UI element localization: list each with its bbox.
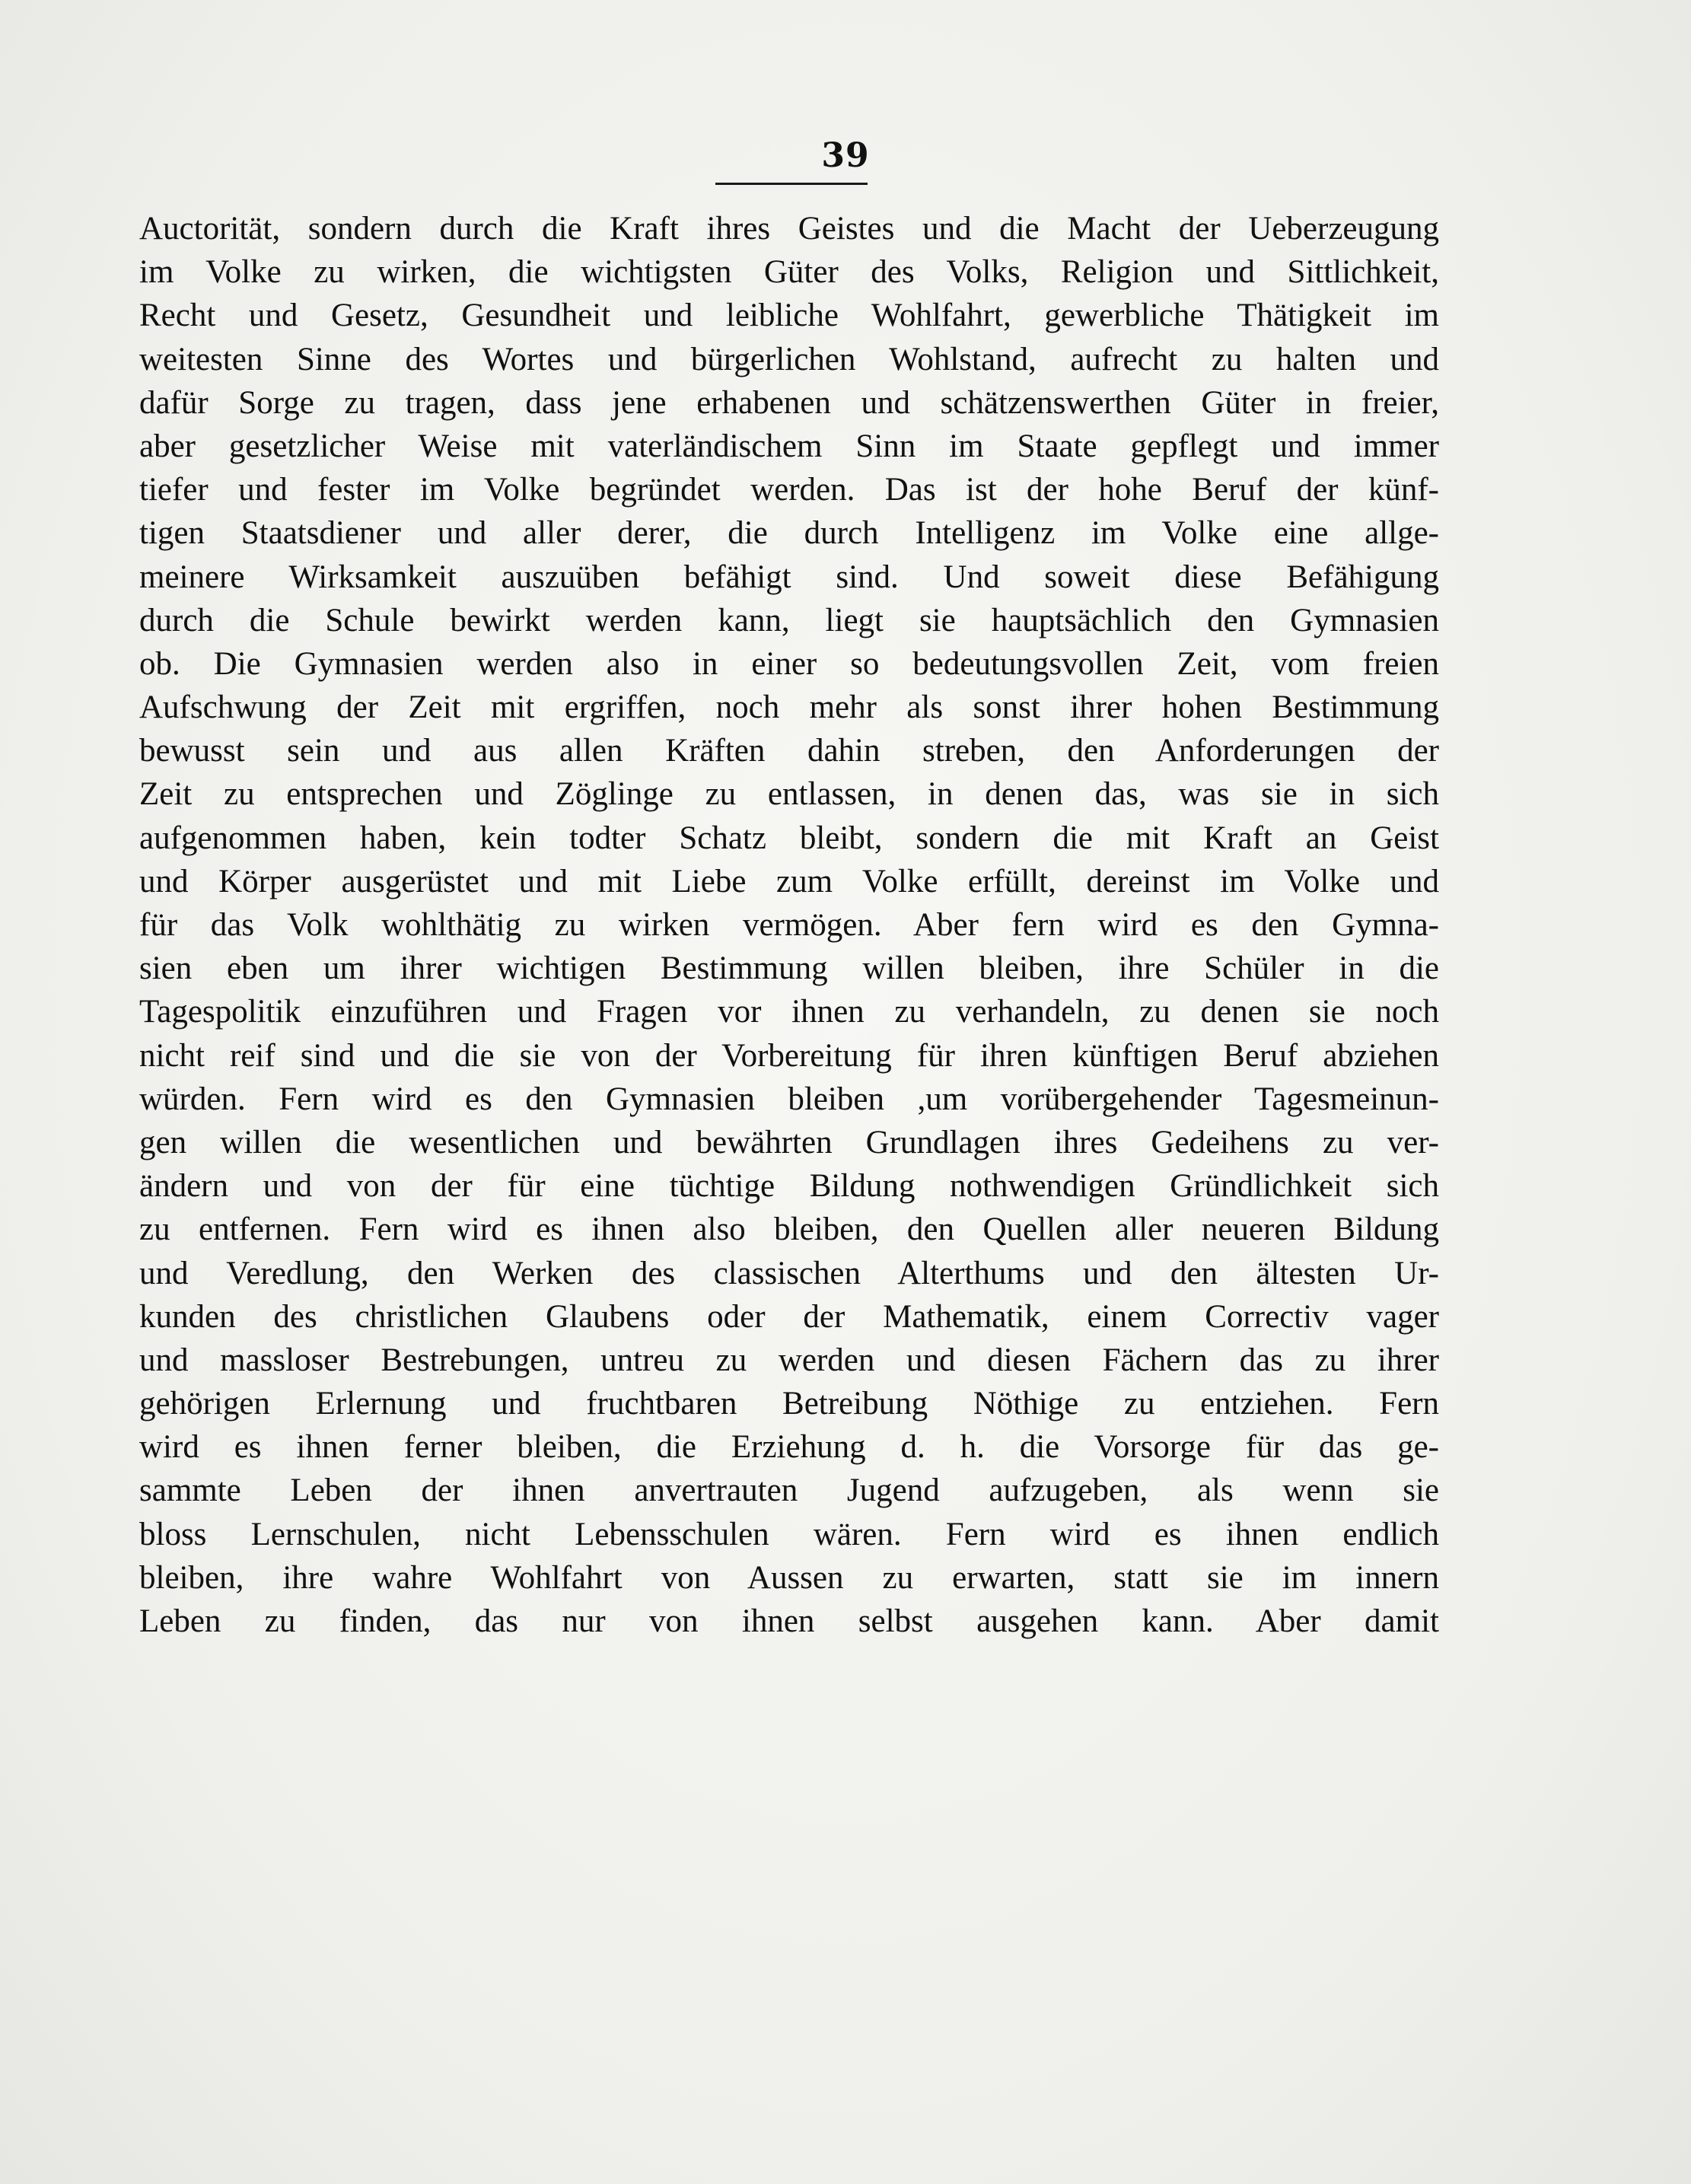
text-line: aufgenommen haben, kein todter Schatz bleibt, sondern die mit Kraft an Geist bbox=[139, 820, 1439, 856]
page-number: 39 bbox=[821, 136, 870, 175]
text-line: Auctorität, sondern durch die Kraft ihres Geistes und die Macht der Ueberzeugung bbox=[139, 211, 1439, 247]
text-line: nicht reif sind und die sie von der Vorbereitung für ihren künftigen Beruf abziehen bbox=[139, 1037, 1439, 1074]
text-line: und Veredlung, den Werken des classischen Alterthums und den ältesten Ur- bbox=[139, 1255, 1439, 1291]
header-rule bbox=[715, 183, 868, 185]
text-line: Tagespolitik einzuführen und Fragen vor ihnen zu verhandeln, zu denen sie noch bbox=[139, 994, 1439, 1030]
text-line: ob. Die Gymnasien werden also in einer so bedeutungsvollen Zeit, vom freien bbox=[139, 645, 1439, 682]
text-line: bloss Lernschulen, nicht Lebensschulen wären. Fern wird es ihnen endlich bbox=[139, 1516, 1439, 1552]
text-line: sammte Leben der ihnen anvertrauten Jugend aufzugeben, als wenn sie bbox=[139, 1472, 1439, 1509]
text-line: aber gesetzlicher Weise mit vaterländischem Sinn im Staate gepflegt und immer bbox=[139, 428, 1439, 464]
text-line: weitesten Sinne des Wortes und bürgerlichen Wohlstand, aufrecht zu halten und bbox=[139, 341, 1439, 377]
text-line: tigen Staatsdiener und aller derer, die durch Intelligenz im Volke eine allge- bbox=[139, 515, 1439, 552]
text-line: dafür Sorge zu tragen, dass jene erhabenen und schätzenswerthen Güter in freier, bbox=[139, 384, 1439, 421]
text-line: durch die Schule bewirkt werden kann, liegt sie hauptsächlich den Gymnasien bbox=[139, 602, 1439, 638]
text-line: bleiben, ihre wahre Wohlfahrt von Aussen zu erwarten, statt sie im innern bbox=[139, 1559, 1439, 1596]
text-line: Zeit zu entsprechen und Zöglinge zu entlassen, in denen das, was sie in sich bbox=[139, 776, 1439, 813]
text-line: bewusst sein und aus allen Kräften dahin streben, den Anforderungen der bbox=[139, 733, 1439, 769]
text-line: wird es ihnen ferner bleiben, die Erziehung d. h. die Vorsorge für das ge- bbox=[139, 1429, 1439, 1466]
text-line: gehörigen Erlernung und fruchtbaren Betreibung Nöthige zu entziehen. Fern bbox=[139, 1386, 1439, 1422]
text-line: ändern und von der für eine tüchtige Bildung nothwendigen Gründlichkeit sich bbox=[139, 1168, 1439, 1205]
text-line: tiefer und fester im Volke begründet werden. Das ist der hohe Beruf der künf- bbox=[139, 472, 1439, 508]
text-line: gen willen die wesentlichen und bewährten Grundlagen ihres Gedeihens zu ver- bbox=[139, 1124, 1439, 1160]
text-line: zu entfernen. Fern wird es ihnen also bleiben, den Quellen aller neueren Bildung bbox=[139, 1211, 1439, 1248]
text-line: im Volke zu wirken, die wichtigsten Güter des Volks, Religion und Sittlichkeit, bbox=[139, 254, 1439, 291]
text-line: und massloser Bestrebungen, untreu zu werden und diesen Fächern das zu ihrer bbox=[139, 1342, 1439, 1378]
text-line: würden. Fern wird es den Gymnasien bleiben ,um vorübergehender Tagesmeinun- bbox=[139, 1081, 1439, 1117]
text-line: kunden des christlichen Glaubens oder der Mathematik, einem Correctiv vager bbox=[139, 1298, 1439, 1335]
text-line: für das Volk wohlthätig zu wirken vermögen. Aber fern wird es den Gymna- bbox=[139, 907, 1439, 943]
body-text bbox=[139, 207, 1439, 1643]
text-line: meinere Wirksamkeit auszuüben befähigt sind. Und soweit diese Befähigung bbox=[139, 559, 1439, 595]
text-line: Leben zu finden, das nur von ihnen selbst ausgehen kann. Aber damit bbox=[139, 1603, 1439, 1639]
text-line: Recht und Gesetz, Gesundheit und leibliche Wohlfahrt, gewerbliche Thätigkeit im bbox=[139, 298, 1439, 334]
text-line: Aufschwung der Zeit mit ergriffen, noch mehr als sonst ihrer hohen Bestimmung bbox=[139, 689, 1439, 726]
text-line: und Körper ausgerüstet und mit Liebe zum Volke erfüllt, dereinst im Volke und bbox=[139, 863, 1439, 899]
text-line: sien eben um ihrer wichtigen Bestimmung willen bleiben, ihre Schüler in die bbox=[139, 950, 1439, 987]
